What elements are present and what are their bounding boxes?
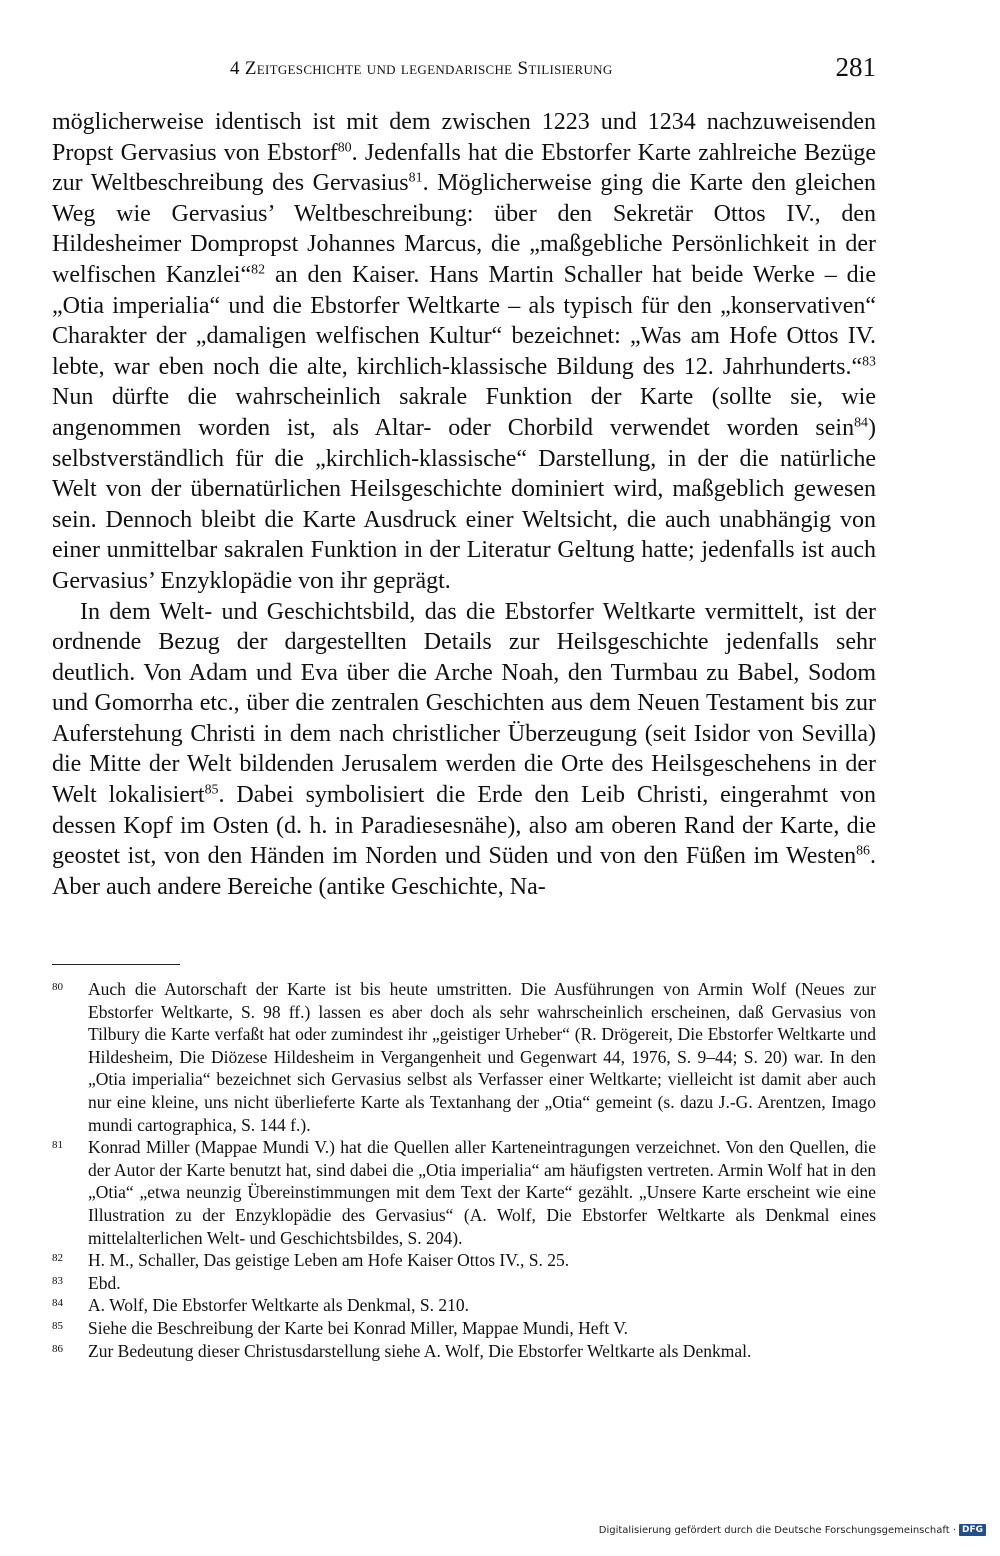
footnote-text: A. Wolf, Die Ebstorfer Weltkarte als Denkmal, S. 210. (88, 1295, 469, 1316)
footnote (52, 1340, 876, 1363)
text-run: . Dabei symbolisiert die Erde den Leib Christi, eingerahmt von dessen Kopf im Osten (d. h. in Paradiesesnähe), also am oberen Rand der Karte, die geostet ist, von den Händen im Norden und Süden und von den Füßen im Westen (52, 782, 876, 870)
footnote (52, 1249, 876, 1272)
text-run: . Aber auch andere Bereiche (antike Geschichte, Na- (52, 843, 876, 900)
text-run: . Jedenfalls hat die Ebstorfer Karte zahlreiche Bezüge zur Weltbeschreibung des Gervasius (52, 139, 876, 197)
footnote-text: Ebd. (88, 1272, 121, 1293)
footnote-ref: 81 (408, 170, 423, 186)
paragraph (52, 107, 876, 597)
footnote-number: 82 (52, 1252, 63, 1265)
footnote-text: Zur Bedeutung dieser Christusdarstellung siehe A. Wolf, Die Ebstorfer Weltkarte als Denkmal. (88, 1340, 752, 1361)
dfg-logo: DFG (959, 1524, 986, 1536)
footnote-ref: 83 (862, 354, 876, 370)
footnote-ref: 86 (856, 843, 870, 859)
footnotes (52, 978, 876, 1362)
text-run: möglicherweise identisch ist mit dem zwischen 1223 und 1234 nachzuweisenden Propst Gervasius von Ebstorf (52, 109, 876, 166)
footnote (52, 978, 876, 1136)
digitization-credit (599, 1524, 986, 1536)
footnote-number: 80 (52, 981, 63, 993)
running-title: 4 Zeitgeschichte und legendarische Stilisierung (230, 58, 613, 79)
footnote-text: Konrad Miller (Mappae Mundi V.) hat die Quellen aller Karteneintragungen verzeichnet. Von den Quellen, die der Autor der Karte benutzt hat, sind dabei die „Otia imperialia“ am häufigsten vertreten. Armin Wolf hat in den „Otia“ „etwa neunzig Übereinstimmungen mit dem Text der Karte“ gezählt. „Unsere Karte erscheint wie eine Illustration zu der Enzyklopädie des Gervasius“ (A. Wolf, Die Ebstorfer Weltkarte als Denkmal eines mittelalterlichen Welt- und Geschichtsbildes, S. 204). (88, 1137, 876, 1248)
text-run: Nun dürfte die wahrscheinlich sakrale Funktion der Karte (sollte sie, wie angenommen worden ist, als Altar- oder Chorbild verwendet worden sein (52, 384, 876, 441)
footnote-ref: 80 (337, 139, 352, 155)
paragraph (52, 597, 876, 903)
text-run: an den Kaiser. Hans Martin Schaller hat beide Werke – die „Otia imperialia“ und die Ebstorfer Weltkarte – als typisch für den „konservativen“ Charakter der „damaligen welfischen Kultur“ bezeichnet: „Was am Hofe Ottos IV. lebte, war eben noch die alte, kirchlich-klassische Bildung des 12. Jahrhunderts.“ (52, 261, 877, 380)
running-head (52, 52, 876, 84)
footnote-number: 84 (52, 1297, 63, 1310)
footnote-rule (52, 964, 180, 965)
text-run: ) selbstverständlich für die „kirchlich-klassische“ Darstellung, in der die natürliche Welt von der übernatürlichen Heilsgeschichte dominiert wird, maßgeblich gewesen sein. Dennoch bleibt die Karte Ausdruck einer Weltsicht, die auch unabhängig von einer unmittelbar sakralen Funktion in der Literatur Geltung hatte; jedenfalls ist auch Gervasius’ Enzyklopädie von ihr geprägt. (52, 414, 876, 594)
footnote-text: H. M., Schaller, Das geistige Leben am Hofe Kaiser Ottos IV., S. 25. (88, 1250, 570, 1271)
footnote-ref: 82 (251, 262, 266, 278)
footnote-number: 81 (52, 1139, 63, 1152)
footnote-text: Auch die Autorschaft der Karte ist bis heute umstritten. Die Ausführungen von Armin Wolf (Neues zur Ebstorfer Weltkarte, S. 98 ff.) lassen es aber doch als sehr wahrscheinlich erscheinen, daß Gervasius von Tilbury die Karte verfaßt hat oder zumindest ihr „geistiger Urheber“ (R. Drögereit, Die Ebstorfer Weltkarte und Hildesheim, Die Diözese Hildesheim in Vergangenheit und Gegenwart 44, 1976, S. 9–44; S. 20) war. In den „Otia imperialia“ bezeichnet sich Gervasius selbst als Verfasser einer Weltkarte; vielleicht ist damit aber auch nur eine kleine, uns nicht überlieferte Karte als Textanhang der „Otia“ gemeint (s. dazu J.-G. Arentzen, Imago mundi cartographica, S. 144 f.). (88, 979, 876, 1135)
footnote (52, 1317, 876, 1340)
footnote (52, 1136, 876, 1249)
page-number: 281 (835, 52, 876, 82)
credit-text: Digitalisierung gefördert durch die Deutsche Forschungsgemeinschaft · (598, 1524, 956, 1536)
footnote-number: 85 (52, 1319, 63, 1332)
footnote (52, 1272, 876, 1295)
footnote (52, 1294, 876, 1317)
footnote-number: 86 (52, 1342, 63, 1355)
footnote-text: Siehe die Beschreibung der Karte bei Konrad Miller, Mappae Mundi, Heft V. (88, 1317, 629, 1338)
main-text (52, 107, 876, 902)
footnote-ref: 85 (204, 782, 219, 798)
footnote-ref: 84 (854, 415, 868, 431)
text-run: . Möglicherweise ging die Karte den gleichen Weg wie Gervasius’ Weltbeschreibung: über den Sekretär Ottos IV., den Hildesheimer Dompropst Johannes Marcus, die „maßgebliche Persönlichkeit in der welfischen Kanzlei“ (52, 170, 876, 288)
footnote-number: 83 (52, 1274, 63, 1287)
text-run: In dem Welt- und Geschichtsbild, das die Ebstorfer Weltkarte vermittelt, ist der ordnende Bezug der dargestellten Details zur Heilsgeschichte jedenfalls sehr deutlich. Von Adam und Eva über die Arche Noah, den Turmbau zu Babel, Sodom und Gomorrha etc., über die zentralen Geschichten aus dem Neuen Testament bis zur Auferstehung Christi in dem nach christlicher Überzeugung (seit Isidor von Sevilla) die Mitte der Welt bildenden Jerusalem werden die Orte des Heilsgeschehens in der Welt lokalisiert (52, 598, 876, 809)
